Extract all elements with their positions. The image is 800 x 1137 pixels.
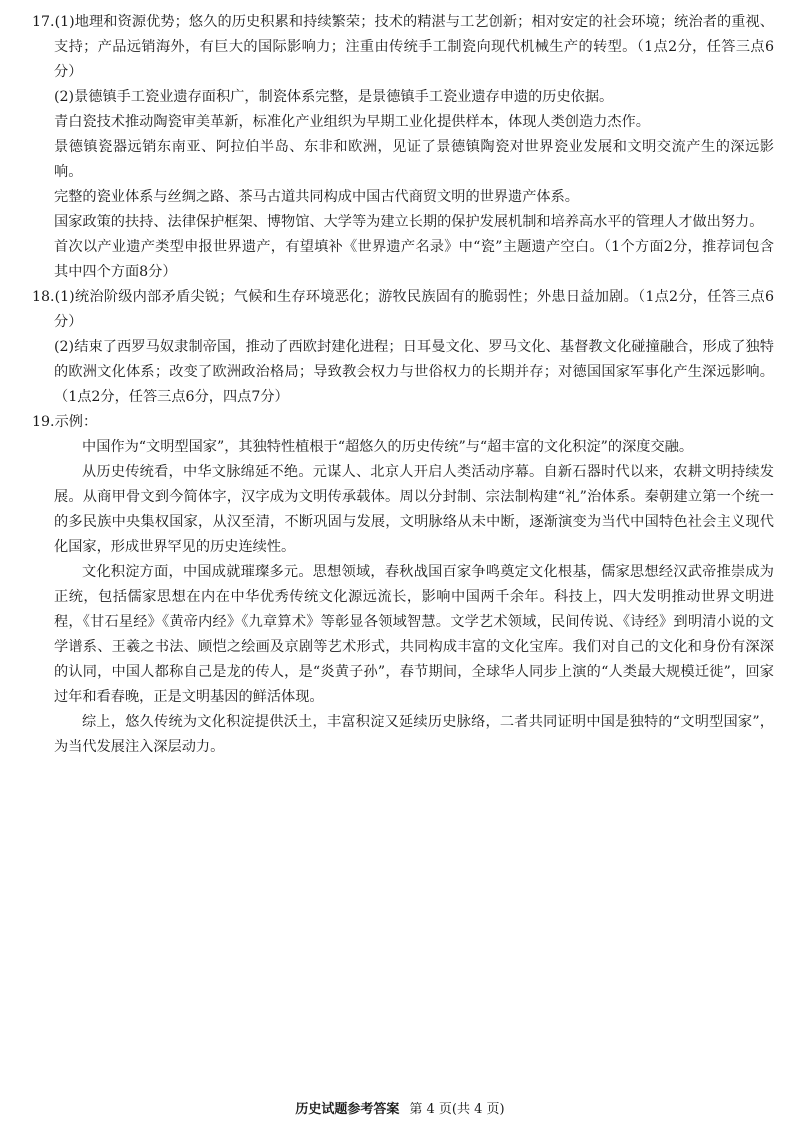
question-19 [32,410,774,760]
q18-number: 18. [32,289,55,305]
q17-number: 17. [32,14,55,30]
q18-part2: (2)结束了西罗马奴隶制帝国，推动了西欧封建化进程；日耳曼文化、罗马文化、基督教文化碰撞融合，形成了独特的欧洲文化体系；改变了欧洲政治格局；导致教会权力与世俗权力的长期并存；对德国国家军事化产生深远影响。（1点2分，任答三点6分，四点7分） [54,339,774,405]
footer-page-number: 第 4 页(共 4 页) [409,1102,505,1117]
page-footer [0,1100,800,1120]
q18-part1 [32,285,774,335]
q17-part1 [32,10,774,85]
q18-part1-text: (1)统治阶级内部矛盾尖锐；气候和生存环境恶化；游牧民族固有的脆弱性；外患日益加剧。（1点2分，任答三点6分） [54,289,774,330]
q17-part1-text: (1)地理和资源优势；悠久的历史积累和持续繁荣；技术的精湛与工艺创新；相对安定的社会环境；统治者的重视、支持；产品远销海外，有巨大的国际影响力；注重由传统手工制瓷向现代机械生产的转型。（1点2分，任答三点6分） [54,14,774,80]
q19-label: 示例： [54,414,98,430]
q19-paragraph-history: 从历史传统看，中华文脉绵延不绝。元谋人、北京人开启人类活动序幕。自新石器时代以来，农耕文明持续发展。从商甲骨文到今简体字，汉字成为文明传承载体。周以分封制、宗法制构建“礼”治体系。秦朝建立第一个统一的多民族中央集权国家，从汉至清，不断巩固与发展，文明脉络从未中断，逐渐演变为当代中国特色社会主义现代化国家，形成世界罕见的历史连续性。 [54,464,774,555]
q19-paragraph-culture: 文化积淀方面，中国成就璀璨多元。思想领域，春秋战国百家争鸣奠定文化根基，儒家思想经汉武帝推崇成为正统，包括儒家思想在内在中华优秀传统文化源远流长，影响中国两千余年。科技上，四大发明推动世界文明进程，《甘石星经》《黄帝内经》《九章算术》等彰显各领域智慧。文学艺术领域，民间传说、《诗经》到明清小说的文学谱系、王羲之书法、顾恺之绘画及京剧等艺术形式，共同构成丰富的文化宝库。我们对自己的文化和身份有深深的认同，中国人都称自己是龙的传人，是“炎黄子孙”，春节期间，全球华人同步上演的“人类最大规模迁徙”，回家过年和看春晚，正是文明基因的鲜活体现。 [54,564,774,705]
q17-point-system: 完整的瓷业体系与丝绸之路、茶马古道共同构成中国古代商贸文明的世界遗产体系。 [54,189,579,205]
q17-point-first: 首次以产业遗产类型申报世界遗产，有望填补《世界遗产名录》中“瓷”主题遗产空白。（1个方面2分，推荐词包含其中四个方面8分） [54,239,774,280]
q19-header [32,410,774,435]
q17-point-celadon: 青白瓷技术推动陶瓷审美革新，标准化产业组织为早期工业化提供样本，体现人类创造力杰作。 [54,114,650,130]
q19-paragraph-intro: 中国作为“文明型国家”，其独特性植根于“超悠久的历史传统”与“超丰富的文化积淀”的深度交融。 [82,439,694,455]
q19-paragraph-conclusion: 综上，悠久传统为文化积淀提供沃土，丰富积淀又延续历史脉络，二者共同证明中国是独特的“文明型国家”，为当代发展注入深层动力。 [54,714,774,755]
q17-point-export: 景德镇瓷器远销东南亚、阿拉伯半岛、东非和欧洲，见证了景德镇陶瓷对世界瓷业发展和文明交流产生的深远影响。 [54,139,774,180]
question-17 [32,10,774,285]
q17-point-policy: 国家政策的扶持、法律保护框架、博物馆、大学等为建立长期的保护发展机制和培养高水平的管理人才做出努力。 [54,214,764,230]
question-18 [32,285,774,410]
q17-part2: (2)景德镇手工瓷业遗存面积广，制瓷体系完整，是景德镇手工瓷业遗存申遗的历史依据。 [54,89,614,105]
answer-content [32,10,774,760]
footer-title: 历史试题参考答案 [295,1102,400,1117]
q19-number: 19. [32,414,55,430]
